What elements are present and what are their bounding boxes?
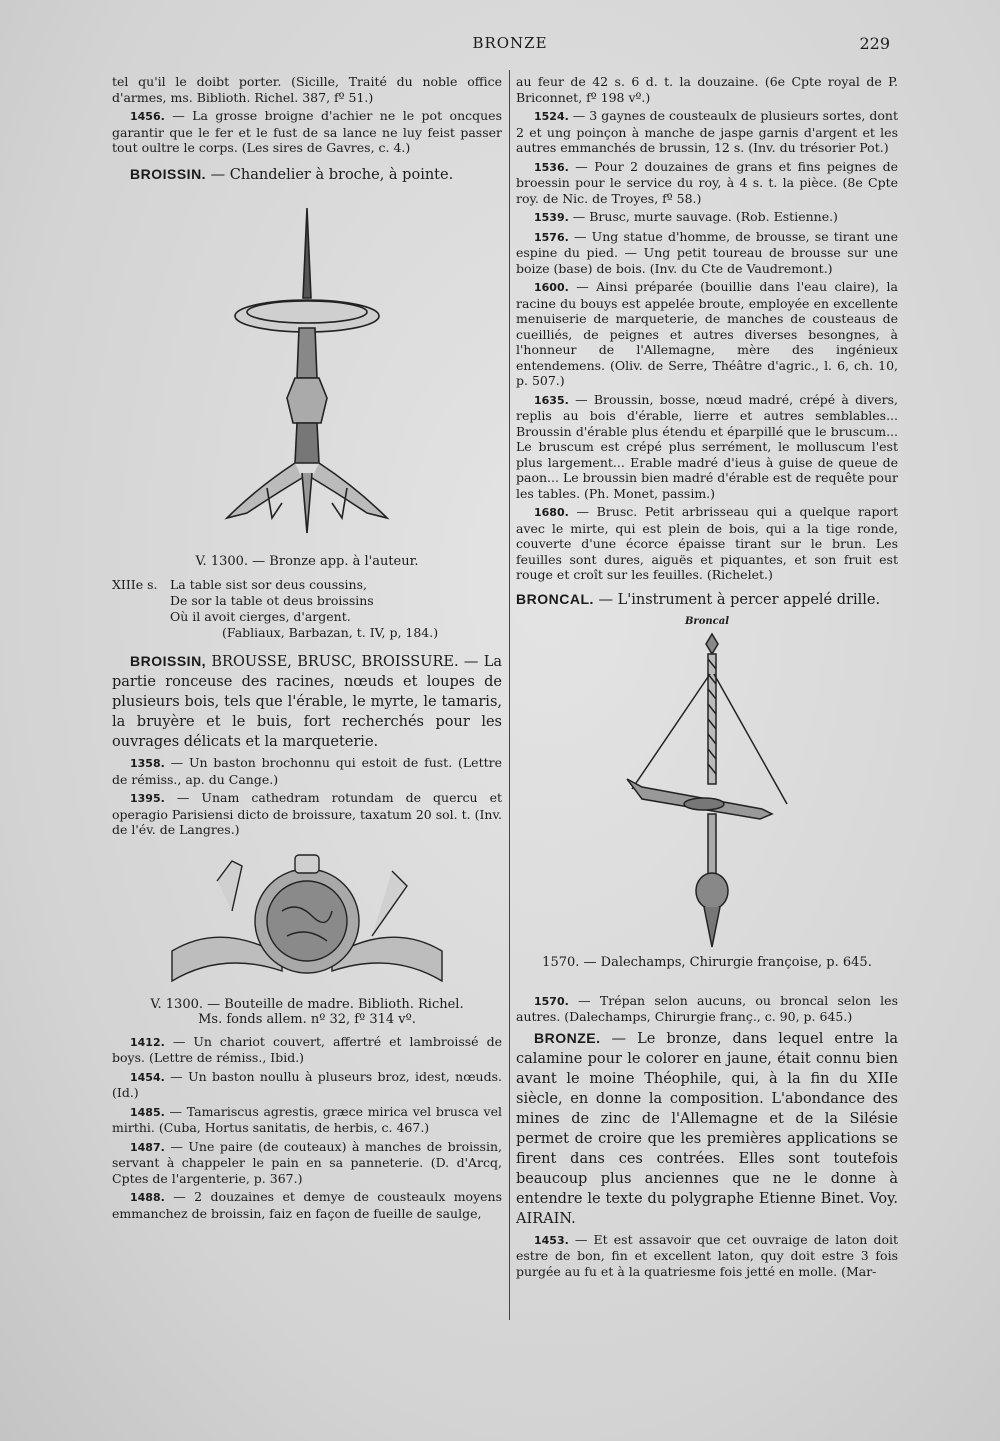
entry-text: — Broussin, bosse, nœud madré, crépé à divers, replis au bois d'érable, lierre et autres semblables... Broussin d'érable plus étendu et éparpillé que le bruscum... Le bruscum est crépé plus serrément, le molluscum l'est plus largement... Erable madré d'ieus à guise de queue de paon... Le broussin bien madré d'érable est de requête pour les tables. (Ph. Monet, passim.) [516, 391, 898, 501]
entry-1635 [516, 392, 898, 502]
definition: — Le bronze, dans lequel entre la calamine pour le colorer en jaune, était connu bien avant le moine Théophile, qui, à la fin du XIIe siècle, en donne la composition. L'abondance des mines de zinc de l'Allemagne et de la Silésie permet de croire que les premières applications se firent dans ces contrées. Elles sont toutefois beaucoup plus anciennes que ne le donne à entendre le texte du polygraphe Etienne Binet. Voy. AIRAIN. [516, 1030, 898, 1227]
entry-1524 [516, 108, 898, 156]
entry-text: — Ung statue d'homme, de brousse, se tirant une espine du pied. — Ung petit toureau de brousse sur une boize (base) de bois. (Inv. du Cte de Vaudremont.) [516, 228, 898, 276]
entry-text: — Et est assavoir que cet ouvraige de laton doit estre de bon, fin et excellent laton, quy doit estre 3 fois purgée au fu et à la quatriesme fois jetté en molle. (Mar- [516, 1231, 898, 1279]
figure-caption: V. 1300. — Bronze app. à l'auteur. [195, 553, 419, 569]
entry-1487 [112, 1139, 502, 1187]
headword-broissin-2 [112, 651, 502, 752]
entry-number: 1395. [130, 792, 165, 805]
entry-text: — Tamariscus agrestis, græce mirica vel brusca vel mirthi. (Cuba, Hortus sanitatis, de herbis, c. 467.) [112, 1103, 502, 1135]
figure-label: Broncal [684, 615, 730, 627]
definition: — L'instrument à percer appelé drille. [593, 591, 881, 608]
entry-number: 1635. [534, 393, 569, 407]
figure-caption-line: Ms. fonds allem. nº 32, fº 314 vº. [198, 1012, 416, 1027]
entry-number: 1536. [534, 160, 569, 174]
right-column [516, 74, 898, 1282]
entry-1395 [112, 790, 502, 838]
entry-number: 1358. [130, 757, 165, 770]
candlestick-illustration [207, 188, 407, 548]
entry-text: — Unam cathedram rotundam de quercu et operagio Parisiensi dicto de broissure, taxatum 20 sol. t. (Inv. de l'év. de Langres.) [112, 790, 502, 837]
entry-number: 1485. [130, 1105, 165, 1119]
definition: — La partie ronceuse des racines, nœuds et loupes de plusieurs bois, tels que l'érable, le myrte, le tamaris, la bruyère et le buis, fort recherchés pour les ouvrages délicats et la marqueterie. [112, 654, 502, 750]
entry-1488 [112, 1189, 502, 1221]
continuation-paragraph: tel qu'il le doibt porter. (Sicille, Traité du noble office d'armes, ms. Biblioth. Richel. 387, fº 51.) [112, 74, 502, 105]
verse-line: De sor la table ot deus broissins [170, 593, 374, 608]
verse-source: (Fabliaux, Barbazan, t. IV, p, 184.) [222, 625, 439, 640]
verse-century: XIIIe s. [112, 577, 158, 592]
entry-1536 [516, 159, 898, 207]
headword: BRONZE. [534, 1029, 601, 1046]
entry-text: — Une paire (de couteaux) à manches de broissin, servant à chappeler le pain en sa panneterie. (D. d'Arcq, Cptes de l'argenterie, p. 367.) [112, 1138, 502, 1186]
entry-number: 1570. [534, 994, 569, 1008]
broncal-drill-illustration [622, 629, 792, 949]
entry-1570 [516, 993, 898, 1025]
figure-caption-line: V. 1300. — Bouteille de madre. Biblioth. Richel. [150, 996, 464, 1012]
entry-1453 [516, 1232, 898, 1280]
entry-number: 1600. [534, 281, 569, 294]
verse-quotation [112, 577, 502, 641]
entry-number: 1453. [534, 1233, 569, 1247]
entry-1454 [112, 1069, 502, 1101]
headword-broncal [516, 589, 898, 610]
entry-text: — Pour 2 douzaines de grans et fins peignes de broessin pour le service du roy, à 4 s. t. la pièce. (8e Cpte roy. de Nic. de Troyes, fº 58.) [516, 158, 898, 206]
entry-number: 1487. [130, 1140, 165, 1154]
entry-1358 [112, 755, 502, 787]
entry-1600 [516, 279, 898, 389]
running-title: BRONZE [472, 34, 548, 52]
entry-text: — Un chariot couvert, affertré et lambroissé de boys. (Lettre de rémiss., Ibid.) [112, 1033, 502, 1065]
entry-text: — Un baston noullu à pluseurs broz, idest, nœuds. (Id.) [112, 1068, 502, 1100]
entry-number: 1680. [534, 506, 569, 519]
entry-number: 1454. [130, 1070, 165, 1084]
entry-1412 [112, 1034, 502, 1066]
entry-number: 1576. [534, 230, 569, 244]
entry-text: — Brusc. Petit arbrisseau qui a quelque raport avec le mirte, qui est plein de bois, qui a la tige ronde, couverte d'une écorce épaisse tirant sur le brun. Les feuilles sont dures, aiguës et piquantes, et son fruit est rouge et croît sur les feuilles. (Richelet.) [516, 504, 898, 582]
continuation-paragraph: au feur de 42 s. 6 d. t. la douzaine. (6e Cpte royal de P. Briconnet, fº 198 vº.) [516, 74, 898, 105]
entry-number: 1524. [534, 110, 569, 123]
entry-number: 1539. [534, 211, 569, 224]
entry-1485 [112, 1104, 502, 1136]
definition: — Chandelier à broche, à pointe. [206, 166, 454, 183]
bottle-illustration [162, 841, 452, 991]
left-column [112, 74, 502, 1224]
entry-1456 [112, 108, 502, 156]
entry-text: — 3 gaynes de cousteaulx de plusieurs sortes, dont 2 et ung poinçon à manche de jaspe garnis d'argent et les autres emmanchés de brussin, 12 s. (Inv. du trésorier Pot.) [516, 108, 898, 155]
entry-number: 1412. [130, 1035, 165, 1049]
headword-variants: BROUSSE, BRUSC, BROISSURE. [206, 654, 459, 670]
entry-text: — Trépan selon aucuns, ou broncal selon les autres. (Dalechamps, Chirurgie franç., c. 90, p. 645.) [516, 992, 898, 1024]
headword: BROISSIN. [130, 165, 207, 182]
headword-bronze [516, 1028, 898, 1229]
verse-line: La table sist sor deus coussins, [170, 577, 367, 592]
column-divider [509, 70, 510, 1320]
entry-text: — 2 douzaines et demye de cousteaulx moyens emmanchez de broissin, faiz en façon de fueille de saulge, [112, 1189, 502, 1221]
figure-caption: 1570. — Dalechamps, Chirurgie françoise, p. 645. [542, 955, 872, 970]
entry-text: — La grosse broigne d'achier ne le pot oncques garantir que le fer et le fust de sa lance ne luy feist passer tout oultre le corps. (Les sires de Gavres, c. 4.) [112, 108, 502, 155]
headword-broissin-1 [112, 164, 502, 185]
entry-number: 1488. [130, 1191, 165, 1204]
entry-1576 [516, 229, 898, 277]
entry-1539 [516, 209, 898, 226]
entry-number: 1456. [130, 110, 165, 123]
entry-1680 [516, 504, 898, 583]
entry-text: — Un baston brochonnu qui estoit de fust. (Lettre de rémiss., ap. du Cange.) [112, 755, 502, 787]
entry-text: — Brusc, murte sauvage. (Rob. Estienne.) [568, 209, 838, 224]
headword: BROISSIN, [130, 653, 207, 669]
page-number: 229 [859, 34, 890, 53]
headword: BRONCAL. [516, 590, 594, 607]
verse-line: Où il avoit cierges, d'argent. [170, 609, 351, 624]
entry-text: — Ainsi préparée (bouillie dans l'eau claire), la racine du bouys est appelée broute, employée en excellente menuiserie de marqueterie, de manches de cousteaus de cueilliés, de peignes et autres diverses besongnes, à l'honneur de l'Allemagne, mère des ingénieux entendemens. (Oliv. de Serre, Théâtre d'agric., l. 6, ch. 10, p. 507.) [516, 279, 898, 388]
